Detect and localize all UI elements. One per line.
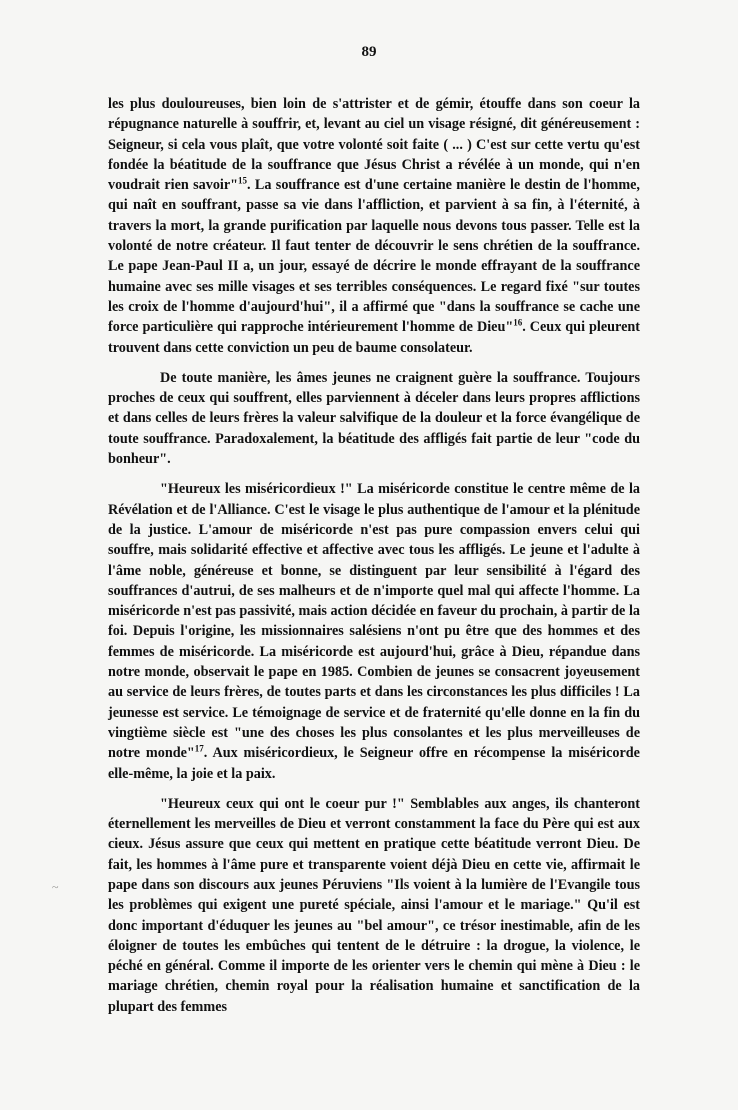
footnote-reference: 16: [513, 317, 523, 328]
paragraph-text: "Heureux les miséricordieux !" La miséricorde constitue le centre même de la Révélation et de l'Alliance. C'est le visage le plus authentique de l'amour et la plénitude de la justice. L'amour de miséricorde n'est pas pure compassion envers celui qui souffre, mais solidarité effective et affective avec tous les affligés. Le jeune et l'adulte à l'âme noble, généreuse et bonne, se distinguent par leur sensibilité à l'égard des souffrances d'autrui, de ses malheurs et de n'importe quel mal qui affecte l'homme. La miséricorde n'est pas passivité, mais action décidée en faveur du prochain, à partir de la foi. Depuis l'origine, les missionnaires salésiens n'ont pu être que des hommes et des femmes de miséricorde. La miséricorde est aujourd'hui, grâce à Dieu, répandue dans notre monde, observait le pape en 1985. Combien de jeunes se consacrent joyeusement au service de leurs frères, de toutes parts et dans les circonstances les plus difficiles ! La jeunesse est service. Le témoignage de service et de fraternité qu'elle donne en la fin du vingtième siècle est "une des choses les plus consolantes et les plus merveilleuses de notre monde": [108, 481, 640, 762]
page-number: 89: [361, 44, 377, 60]
margin-mark: ~: [52, 880, 59, 894]
paragraph: [108, 479, 640, 783]
footnote-reference: 17: [194, 743, 204, 754]
paragraph-text: . Ceux qui pleurent trouvent dans cette conviction un peu de baume consolateur.: [108, 319, 640, 356]
page-body-text: [108, 94, 640, 1017]
paragraph: [108, 794, 640, 1017]
paragraph-text: "Heureux ceux qui ont le coeur pur !" Semblables aux anges, ils chanteront éternellement les merveilles de Dieu et verront constamment la face du Père qui est aux cieux. Jésus assure que ceux qui mettent en pratique cette béatitude verront Dieu. De fait, les hommes à l'âme pure et transparente voient déjà Dieu en cette vie, affirmait le pape dans son discours aux jeunes Péruviens "Ils voient à la lumière de l'Evangile tous les problèmes qui exigent une pureté spéciale, ainsi l'amour et le mariage." Qu'il est donc important d'éduquer les jeunes au "bel amour", ce trésor inestimable, afin de les éloigner de toutes les embûches qui tentent de le détruire : la drogue, la violence, le péché en général. Comme il importe de les orienter vers le chemin qui mène à Dieu : le mariage chrétien, chemin royal pour la réalisation humaine et sanctification de la plupart des femmes: [108, 795, 640, 1015]
paragraph: [108, 368, 640, 469]
paragraph-text: De toute manière, les âmes jeunes ne craignent guère la souffrance. Toujours proches de ceux qui souffrent, elles parviennent à déceler dans leurs propres afflictions et dans celles de leurs frères la valeur salvifique de la douleur et la force évangélique de toute souffrance. Paradoxalement, la béatitude des affligés fait partie de leur "code du bonheur".: [108, 369, 640, 468]
paragraph: [108, 94, 640, 358]
footnote-reference: 15: [238, 175, 248, 186]
paragraph-text: . La souffrance est d'une certaine manière le destin de l'homme, qui naît en souffrant, passe sa vie dans l'affliction, et parvient à sa fin, à l'éternité, à travers la mort, la grande purification par laquelle nous devons tous passer. Telle est la volonté de notre créateur. Il faut tenter de découvrir le sens chrétien de la souffrance. Le pape Jean-Paul II a, un jour, essayé de décrire le monde effrayant de la souffrance humaine avec ses mille visages et ses terribles conséquences. Le regard fixé "sur toutes les croix de l'homme d'aujourd'hui", il a affirmé que "dans la souffrance se cache une force particulière qui rapproche intérieurement l'homme de Dieu": [108, 177, 640, 336]
paragraph-text: les plus douloureuses, bien loin de s'attrister et de gémir, étouffe dans son coeur la répugnance naturelle à souffrir, et, levant au ciel un visage résigné, dit généreusement : Seigneur, si cela vous plaît, que votre volonté soit faite ( ... ) C'est sur cette vertu qu'est fondée la béatitude de la souffrance que Jésus Christ a révélée à un monde, qui n'en voudrait rien savoir": [108, 96, 640, 194]
paragraph-text: . Aux miséricordieux, le Seigneur offre en récompense la miséricorde elle-même, la joie et la paix.: [108, 745, 640, 782]
